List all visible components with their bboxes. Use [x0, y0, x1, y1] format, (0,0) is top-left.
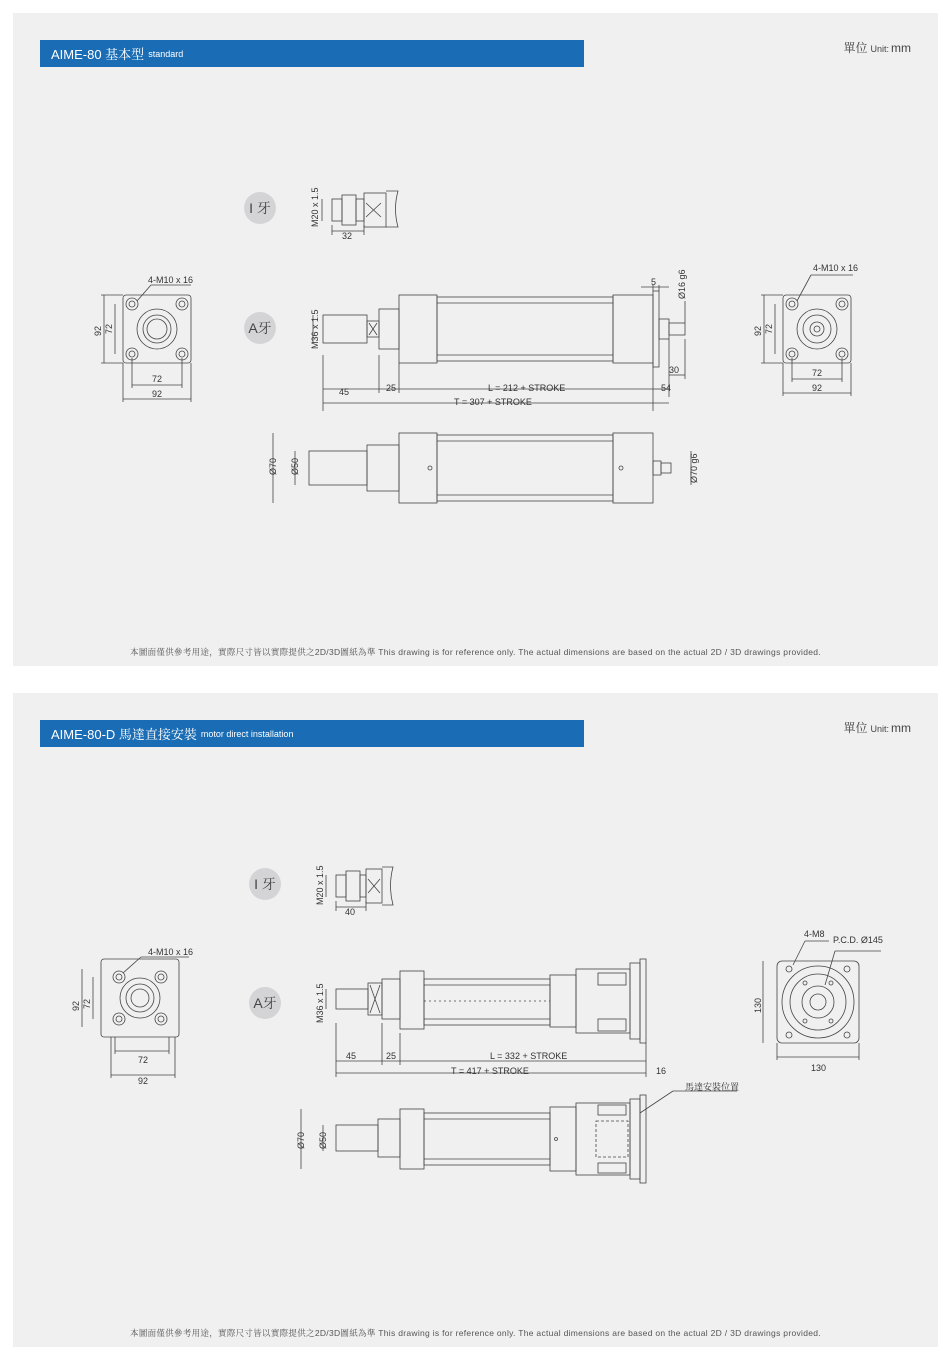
- dim-16: 16: [656, 1066, 667, 1076]
- motor-flange-view: [763, 941, 881, 1060]
- dim-h72: 72: [138, 1055, 149, 1065]
- front-flange-view-left: [101, 285, 191, 402]
- thread-a-badge: A牙: [244, 312, 276, 344]
- dim-54: 54: [661, 383, 672, 393]
- dim-25: 25: [386, 1051, 397, 1061]
- dim-h72-right: 72: [812, 368, 823, 378]
- dim-m20: M20 x 1.5: [310, 187, 320, 227]
- dim-40: 40: [345, 907, 356, 917]
- unit-label: 單位 Unit: mm: [843, 41, 911, 55]
- dim-16g6: Ø16 g6: [677, 269, 687, 299]
- actuator-side-view-bottom: [273, 433, 691, 503]
- section-subtitle: motor direct installation: [200, 728, 294, 739]
- drawing-panel-standard: [13, 13, 938, 666]
- dim-v72: 72: [82, 998, 92, 1009]
- dim-5: 5: [651, 277, 657, 287]
- unit-label: 單位 Unit: mm: [843, 721, 911, 735]
- drawing-panel-motor-direct: [13, 693, 938, 1347]
- dim-h92: 92: [138, 1076, 149, 1086]
- dim-45: 45: [346, 1051, 357, 1061]
- dim-d50: Ø50: [318, 1131, 328, 1149]
- dim-v92: 92: [71, 1000, 81, 1011]
- actuator-side-view-top: [326, 959, 646, 1077]
- front-flange-view: [82, 957, 189, 1078]
- dim-m10-left: 4-M10 x 16: [148, 275, 194, 285]
- dim-d70: Ø70: [268, 457, 278, 475]
- dim-m20: M20 x 1.5: [315, 865, 325, 905]
- dim-30: 30: [669, 365, 680, 375]
- dim-h92-right: 92: [812, 383, 823, 393]
- dim-m8: 4-M8: [804, 929, 825, 939]
- reference-note: 本圖面僅供參考用途，實際尺寸皆以實際提供之2D/3D圖紙為準 This drawing is for reference only. The actual dimensions are based on the actual 2D / 3D drawings provided.: [130, 1328, 821, 1338]
- dim-v72-left: 72: [104, 323, 114, 334]
- dim-h130: 130: [811, 1063, 827, 1073]
- dim-h92-left: 92: [152, 389, 163, 399]
- thread-i-badge: I 牙: [244, 192, 276, 224]
- dim-25: 25: [386, 383, 397, 393]
- dim-m36: M36 x 1.5: [310, 309, 320, 349]
- technical-drawing: [13, 693, 938, 1347]
- dim-h72-left: 72: [152, 374, 163, 384]
- dim-m10: 4-M10 x 16: [148, 947, 194, 957]
- thread-a-badge: A牙: [249, 987, 281, 1019]
- i-thread-detail: [322, 191, 398, 235]
- section-subtitle: standard: [148, 48, 184, 59]
- dim-m10-right: 4-M10 x 16: [813, 263, 859, 273]
- reference-note: 本圖面僅供參考用途，實際尺寸皆以實際提供之2D/3D圖紙為準 This drawing is for reference only. The actual dimensions are based on the actual 2D / 3D drawings provided.: [130, 647, 821, 657]
- dim-L: L = 332 + STROKE: [490, 1051, 568, 1061]
- dim-v92-right: 92: [753, 325, 763, 336]
- dim-pcd: P.C.D. Ø145: [833, 935, 883, 945]
- dim-d50: Ø50: [290, 457, 300, 475]
- rear-flange-view-right: [761, 275, 853, 396]
- dim-L: L = 212 + STROKE: [488, 383, 566, 393]
- actuator-side-view-bottom: [301, 1091, 737, 1183]
- dim-T: T = 417 + STROKE: [451, 1066, 529, 1076]
- dim-v130: 130: [753, 997, 763, 1013]
- technical-drawing: [13, 13, 938, 666]
- dim-d70: Ø70: [296, 1131, 306, 1149]
- dim-v92-left: 92: [93, 325, 103, 336]
- dim-m36: M36 x 1.5: [315, 983, 325, 1023]
- thread-i-badge: I 牙: [249, 868, 281, 900]
- dim-d70g6: Ø70 g6: [689, 453, 699, 483]
- dim-45: 45: [339, 387, 350, 397]
- section-title: AIME-80-D 馬達直接安裝: [51, 727, 197, 742]
- i-thread-detail: [326, 867, 393, 911]
- motor-mount-label: 馬達安裝位置: [685, 1082, 740, 1092]
- dim-v72-right: 72: [764, 323, 774, 334]
- dim-32: 32: [342, 231, 353, 241]
- dim-T: T = 307 + STROKE: [454, 397, 532, 407]
- section-title: AIME-80 基本型: [51, 47, 145, 62]
